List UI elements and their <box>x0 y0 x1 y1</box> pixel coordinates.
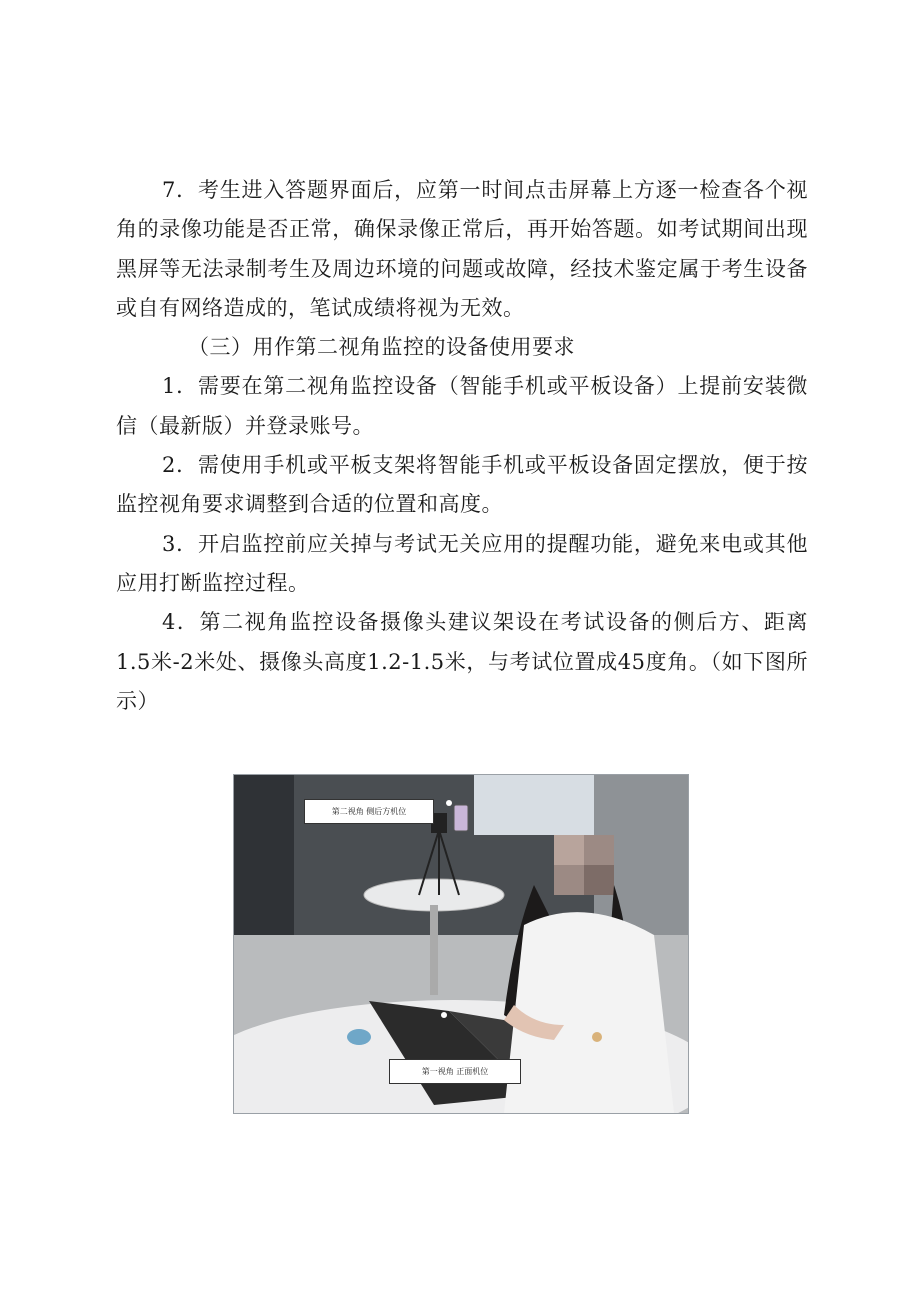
paragraph-item-2: 2．需使用手机或平板支架将智能手机或平板设备固定摆放，便于按监控视角要求调整到合适的位置和高度。 <box>116 453 808 517</box>
section-heading: （三）用作第二视角监控的设备使用要求 <box>188 335 575 360</box>
body-text <box>116 171 808 721</box>
first-view-label: 第一视角 正面机位 <box>389 1059 521 1084</box>
paragraph-item-7: 7．考生进入答题界面后，应第一时间点击屏幕上方逐一检查各个视角的录像功能是否正常，确保录像正常后，再开始答题。如考试期间出现黑屏等无法录制考生及周边环境的问题或故障，经技术鉴定属于考生设备或自有网络造成的，笔试成绩将视为无效。 <box>116 178 808 320</box>
paragraph-item-4: 4．第二视角监控设备摄像头建议架设在考试设备的侧后方、距离1.5米-2米处、摄像头高度1.2-1.5米，与考试位置成45度角。（如下图所示） <box>116 610 808 713</box>
second-view-label: 第二视角 侧后方机位 <box>304 799 434 824</box>
paragraph-item-1: 1．需要在第二视角监控设备（智能手机或平板设备）上提前安装微信（最新版）并登录账号。 <box>116 374 808 438</box>
setup-photo <box>233 774 689 1114</box>
paragraph-item-3: 3．开启监控前应关掉与考试无关应用的提醒功能，避免来电或其他应用打断监控过程。 <box>116 531 808 595</box>
